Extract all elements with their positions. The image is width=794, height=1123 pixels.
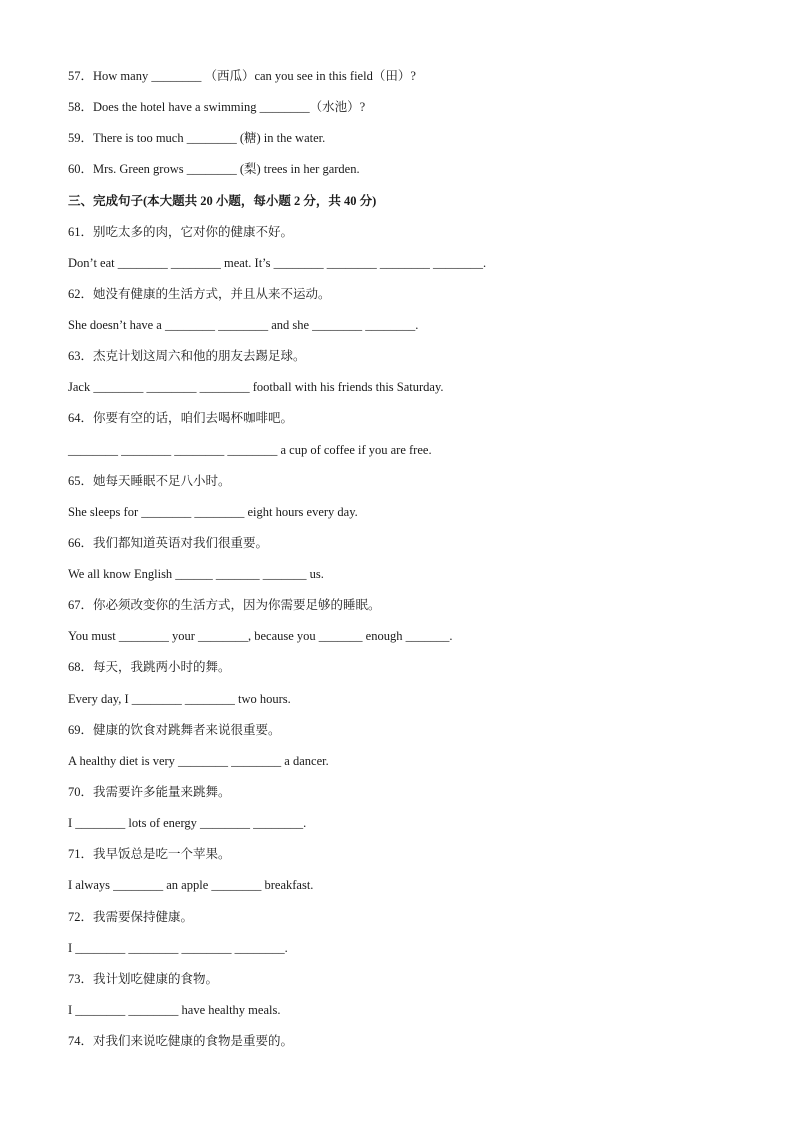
question-line: She sleeps for ________ ________ eight hours every day.: [68, 504, 358, 519]
question-line: 72．我需要保持健康。: [68, 909, 194, 924]
question-line: 66．我们都知道英语对我们很重要。: [68, 535, 269, 550]
question-line: 71．我早饭总是吃一个苹果。: [68, 847, 231, 862]
question-line: 74．对我们来说吃健康的食物是重要的。: [68, 1034, 294, 1049]
question-line: I always ________ an apple ________ breakfast.: [68, 878, 314, 893]
question-line: I ________ lots of energy ________ ________.: [68, 816, 307, 831]
question-line: ________ ________ ________ ________ a cup of coffee if you are free.: [68, 442, 432, 457]
question-line: A healthy diet is very ________ ________ a dancer.: [68, 753, 329, 768]
question-line: 57．How many ________ （西瓜）can you see in this field（田）?: [68, 69, 416, 83]
question-line: Every day, I ________ ________ two hours.: [68, 691, 291, 706]
question-line: 60．Mrs. Green grows ________ (梨) trees in her garden.: [68, 162, 360, 177]
question-line: 69．健康的饮食对跳舞者来说很重要。: [68, 722, 281, 737]
question-line: I ________ ________ ________ ________.: [68, 940, 288, 955]
question-line: Don’t eat ________ ________ meat. It’s ________ ________ ________ ________.: [68, 255, 487, 270]
question-line: 64．你要有空的话，咱们去喝杯咖啡吧。: [68, 411, 294, 426]
question-line: 65．她每天睡眠不足八小时。: [68, 473, 231, 488]
question-line: Jack ________ ________ ________ football with his friends this Saturday.: [68, 380, 444, 395]
question-line: 62．她没有健康的生活方式，并且从来不运动。: [68, 286, 331, 301]
question-line: 61．别吃太多的肉，它对你的健康不好。: [68, 224, 294, 239]
question-line: 59．There is too much ________ (糖) in the water.: [68, 131, 326, 146]
section-heading: 三、完成句子(本大题共 20 小题，每小题 2 分，共 40 分): [68, 193, 377, 208]
question-line: We all know English ______ _______ _______ us.: [68, 567, 324, 582]
question-line: 63．杰克计划这周六和他的朋友去踢足球。: [68, 349, 306, 364]
question-line: 68．每天，我跳两小时的舞。: [68, 660, 231, 675]
question-line: You must ________ your ________, because you _______ enough _______.: [68, 629, 453, 644]
question-line: I ________ ________ have healthy meals.: [68, 1002, 281, 1017]
question-line: 70．我需要许多能量来跳舞。: [68, 784, 231, 799]
question-line: 73．我计划吃健康的食物。: [68, 971, 219, 986]
question-line: 67．你必须改变你的生活方式，因为你需要足够的睡眠。: [68, 598, 381, 613]
question-line: 58．Does the hotel have a swimming ________（水池）?: [68, 100, 366, 115]
question-line: She doesn’t have a ________ ________ and she ________ ________.: [68, 318, 419, 333]
